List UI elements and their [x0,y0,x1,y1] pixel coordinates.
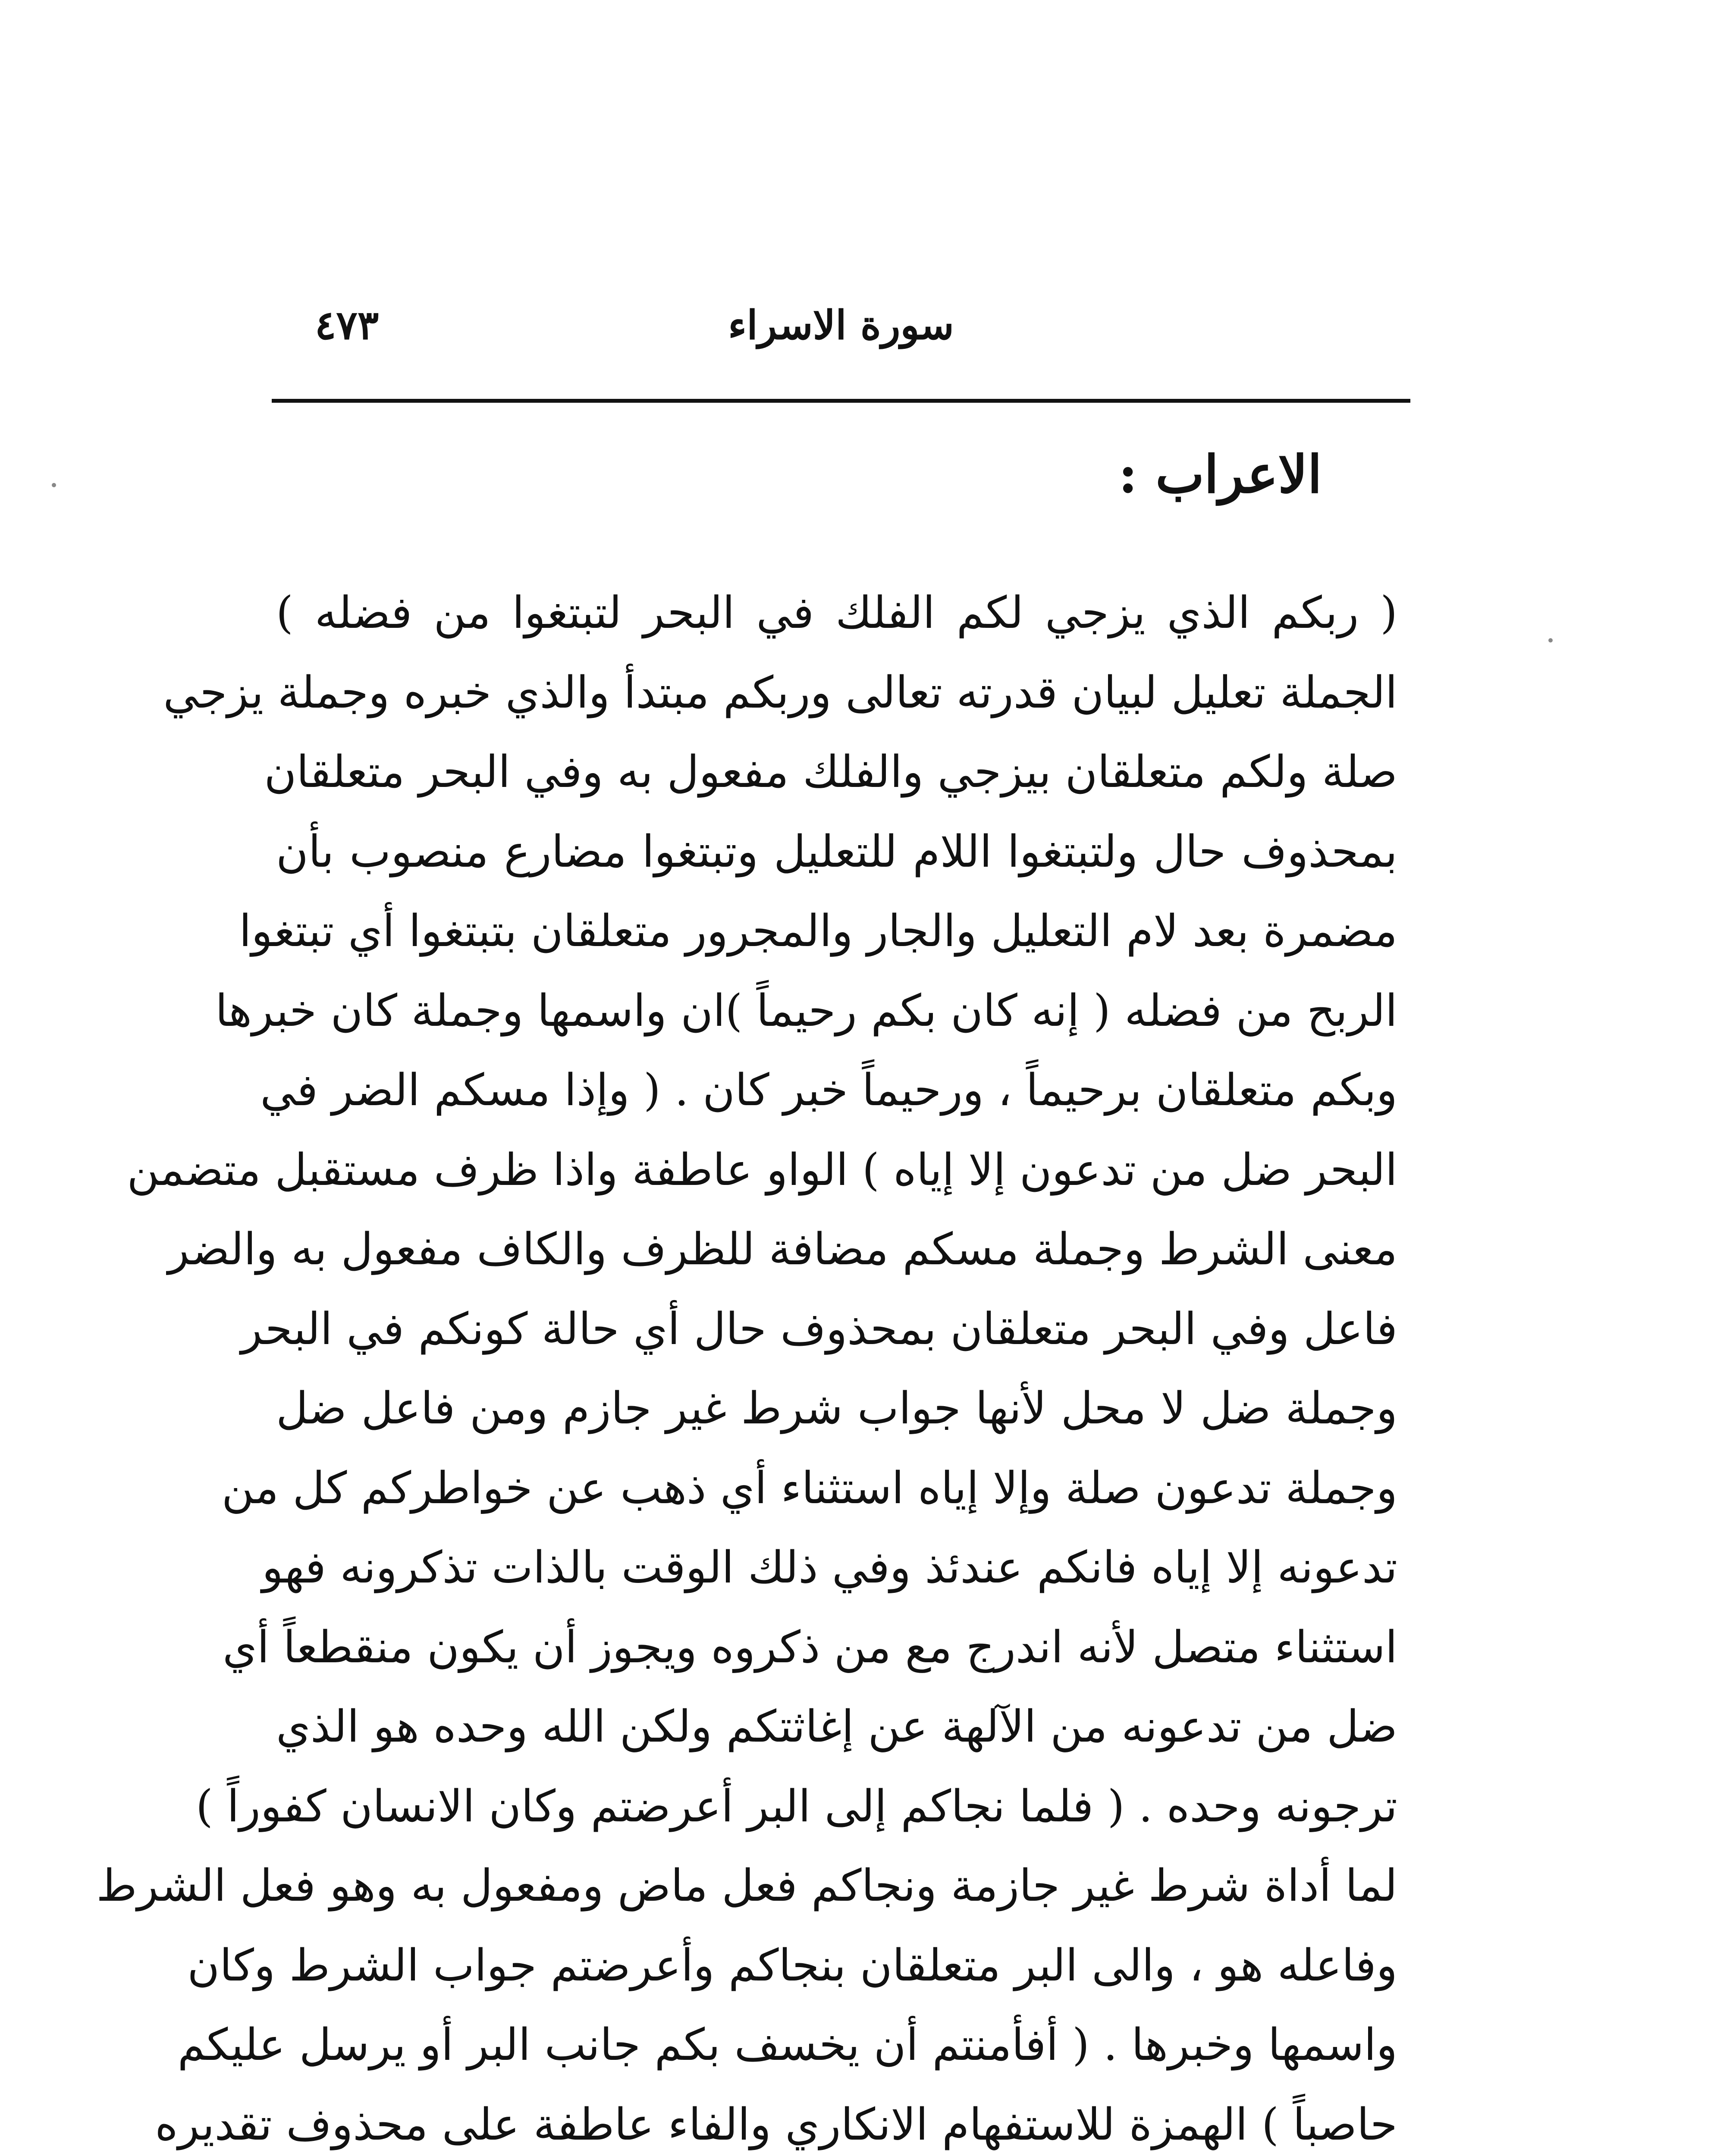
text-line: فاعل وفي البحر متعلقان بمحذوف حال أي حالة كونكم في البحر [241,1303,1397,1355]
text-line: الجملة تعليل لبيان قدرته تعالى وربكم مبتدأ والذي خبره وجملة يزجي [163,667,1397,718]
text-line: لما أداة شرط غير جازمة ونجاكم فعل ماض ومفعول به وهو فعل الشرط [96,1860,1397,1912]
text-line: ضل من تدعونه من الآلهة عن إغاثتكم ولكن الله وحده هو الذي [276,1701,1397,1752]
text-line: وفاعله هو ، والى البر متعلقان بنجاكم وأعرضتم جواب الشرط وكان [187,1940,1397,1991]
text-line: صلة ولكم متعلقان بيزجي والفلك مفعول به وفي البحر متعلقان [264,746,1397,798]
running-header [276,293,1406,379]
text-line: وجملة تدعون صلة وإلا إياه استثناء أي ذهب عن خواطركم كل من [221,1462,1397,1514]
surah-title: سورة الاسراء [728,302,954,348]
text-line: الربح من فضله ( إنه كان بكم رحيماً )ان واسمها وجملة كان خبرها [215,985,1397,1037]
body-text [96,573,1397,2156]
text-line: استثناء متصل لأنه اندرج مع من ذكروه ويجوز أن يكون منقطعاً أي [223,1621,1397,1673]
scan-speck [1548,638,1553,642]
text-line: مضمرة بعد لام التعليل والجار والمجرور متعلقان بتبتغوا أي تبتغوا [239,906,1397,957]
text-line: حاصباً ) الهمزة للاستفهام الانكاري والفاء عاطفة على محذوف تقديره [155,2099,1397,2150]
page-number: ٤٧٣ [315,302,379,348]
text-line: وبكم متعلقان برحيماً ، ورحيماً خبر كان . ( وإذا مسكم الضر في [260,1065,1397,1116]
header-rule [272,399,1410,403]
section-heading: الاعراب : [1118,444,1322,505]
text-line: بمحذوف حال ولتبتغوا اللام للتعليل وتبتغوا مضارع منصوب بأن [276,826,1397,877]
text-line: واسمها وخبرها . ( أفأمنتم أن يخسف بكم جانب البر أو يرسل عليكم [177,2019,1397,2071]
scan-speck [52,483,56,487]
text-line: تدعونه إلا إياه فانكم عندئذ وفي ذلك الوقت بالذات تذكرونه فهو [262,1542,1397,1593]
text-line: ( ربكم الذي يزجي لكم الفلك في البحر لتبتغوا من فضله ) [276,587,1397,639]
text-line: ترجونه وحده . ( فلما نجاكم إلى البر أعرضتم وكان الانسان كفوراً ) [196,1780,1397,1832]
text-line: وجملة ضل لا محل لأنها جواب شرط غير جازم ومن فاعل ضل [276,1383,1397,1434]
text-line: البحر ضل من تدعون إلا إياه ) الواو عاطفة واذا ظرف مستقبل متضمن [127,1144,1397,1196]
text-line: معنى الشرط وجملة مسكم مضافة للظرف والكاف مفعول به والضر [168,1224,1397,1275]
